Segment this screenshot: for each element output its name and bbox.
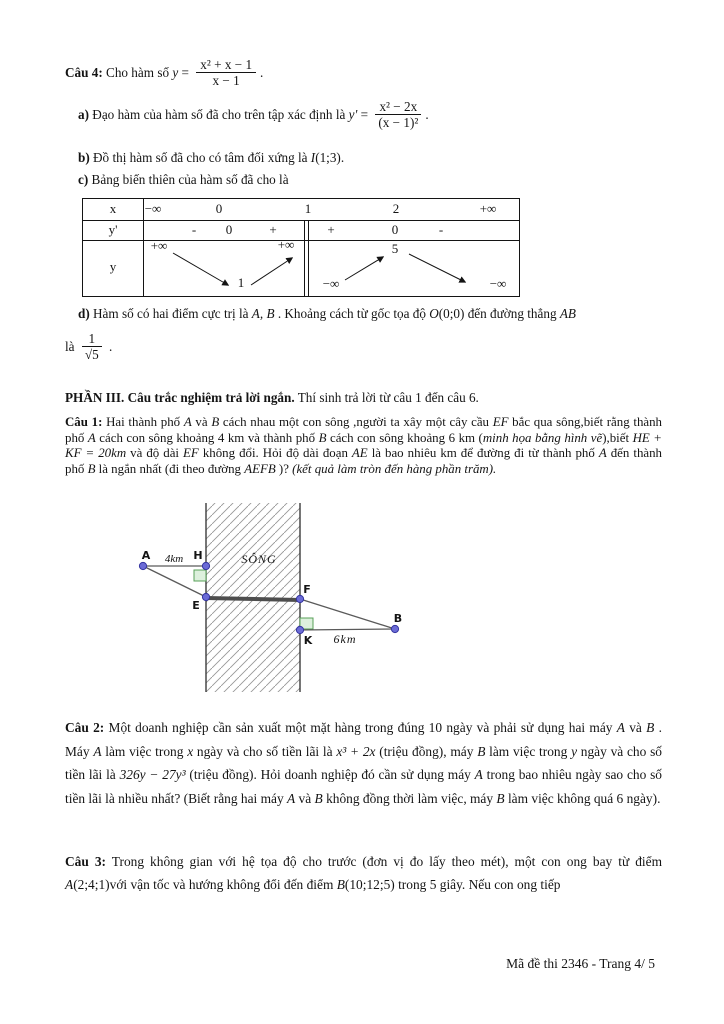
point-k-dot [296,626,303,633]
text-segment: y [172,64,179,80]
decreasing-arrow [173,253,228,285]
text-segment: . Khoảng cách từ gốc tọa độ [274,306,430,321]
text-segment: (triệu đồng). Hỏi doanh nghiệp đó cần sử dụng máy [185,767,475,782]
distance-ah-label: 4km [164,553,184,565]
right-angle-marker-h [194,570,206,581]
cau4-heading [65,57,263,88]
sentence-period: . [260,64,264,80]
bbt-x-value: 2 [392,201,400,216]
text-segment: 326y − 27y³ [119,767,186,782]
text-segment: Thí sinh trả lời từ câu 1 đến câu 6. [294,390,479,405]
text-segment: Đồ thị hàm số đã cho có tâm đối xứng là [89,150,311,165]
text-segment: B [211,415,220,429]
text-segment: làm việc không quá 6 ngày). [504,790,661,806]
item-d-text [78,306,576,321]
radical-sign: √ [84,347,93,363]
fraction-denominator [82,347,102,362]
cau4-item-b [78,150,344,166]
point-b-label: B [393,612,403,625]
text-segment: Câu 1: [65,415,103,429]
text-segment: (0;0) đến đường thẳng [438,306,560,321]
text-segment: Hai thành phố [102,415,184,429]
text-segment: Bảng biến thiên của hàm số đã cho là [88,172,289,187]
derivative-fraction [375,99,421,130]
decreasing-arrow [409,254,465,282]
point-b-dot [391,625,398,632]
cau4-heading-text [65,65,192,81]
text-segment: a) [78,106,89,122]
text-segment: Câu 3: [65,854,106,869]
text-segment: PHẦN III. Câu trắc nghiệm trả lời ngắn. [65,390,295,405]
bbt-row-label-y: y [109,259,117,274]
text-segment: là ngắn nhất (đi theo đường [95,462,245,477]
text-segment: (2;4;1)với vận tốc và hướng không đổi đến điểm [73,876,337,892]
text-segment: O [429,306,439,321]
item-b-text [78,150,344,165]
text-segment: (kết quả làm tròn đến hàng phần trăm). [292,462,497,477]
bbt-row-label-yprime: y' [108,222,118,237]
bbt-sign: 0 [391,222,399,237]
item-c-text [78,172,289,187]
bbt-limit: −∞ [489,276,507,291]
text-segment: Một doanh nghiệp cần sản xuất một mặt hàng trong đúng 10 ngày và phải sử dụng hai máy [104,720,617,735]
text-segment: )? [275,462,293,477]
sentence-period: . [425,106,429,122]
text-segment: ),biết [602,430,633,445]
bbt-x-value: 0 [215,201,223,216]
text-segment: A [287,790,296,806]
text-segment: Đạo hàm của hàm số đã cho trên tập xác định là [89,106,349,122]
text-segment: không đồng thời làm việc, máy [322,790,497,806]
bbt-sign: 0 [225,222,233,237]
text-segment: A [474,767,483,782]
point-k-label: K [303,634,313,647]
text-segment: Hàm số có hai điểm cực trị là [89,306,252,321]
text-segment: B [314,790,323,806]
bbt-limit: +∞ [150,238,168,253]
increasing-arrow [251,258,292,285]
text-segment: = [357,106,372,122]
cau4-item-d [78,306,660,322]
text-segment: I [310,150,316,165]
bbt-limit: +∞ [277,237,295,252]
bridge-ef [206,598,300,600]
text-segment: cách con sông khoảng 4 km và thành phố [95,430,319,445]
cau3-paragraph [65,851,662,896]
cau4-item-d-answer [65,331,112,362]
text-segment: B [336,876,345,892]
point-h-dot [202,562,209,569]
text-segment: AEFB [244,462,276,477]
fraction-numerator: x² + x − 1 [196,57,256,73]
text-segment: . Máy [65,720,662,759]
text-segment: x³ + 2x [336,743,376,759]
text-segment: và [295,790,315,806]
text-segment: A [616,720,625,735]
fraction-denominator: x − 1 [212,73,240,89]
cau3-text [65,854,662,892]
text-segment: EF [492,415,509,429]
text-segment: AB [559,306,576,321]
text-segment: không đổi. Hỏi độ dài đoạn [198,446,352,461]
cau4-item-a [78,99,429,130]
fraction-denominator: (x − 1)² [378,115,419,131]
text-segment: A [183,415,192,429]
table-divider [83,240,519,241]
double-bar [308,220,309,296]
text-segment: (triệu đồng), máy [375,743,478,759]
point-e-label: E [192,599,200,612]
text-segment: Câu 4: [65,64,103,80]
bbt-limit: −∞ [322,276,340,291]
bbt-sign: + [327,222,335,237]
cau4-item-c [78,172,289,188]
item-d-lead: là [65,338,78,354]
bbt-minimum: 1 [237,275,245,290]
text-segment: B [496,790,505,806]
increasing-arrow [345,257,383,280]
point-f-dot [296,595,303,602]
text-segment: là bao nhiêu km để đường đi từ thành phố [367,446,599,461]
phan3-heading [65,390,662,406]
text-segment: Cho hàm số [102,64,173,80]
text-segment: B [646,720,655,735]
bbt-x-value: 1 [304,201,312,216]
text-segment: = [178,64,193,80]
river-figure [95,497,425,709]
bbt-sign: - [191,222,197,237]
text-segment: cách nhau một con sông ,người ta xây một cây cầu [219,415,493,429]
sentence-period: . [105,338,113,354]
text-segment: cách con sông khoảng 6 km ( [326,430,483,445]
bbt-maximum: 5 [391,241,399,256]
text-segment: ngày và cho số tiền lãi là [193,743,337,759]
page-footer: Mã đề thi 2346 - Trang 4/ 5 [506,956,655,971]
segment-kb [300,629,395,630]
phan3-heading-text [65,390,479,405]
text-segment: (10;12;5) trong 5 giây. Nếu con ong tiếp [344,876,561,892]
text-segment: làm việc trong [101,743,188,759]
cau1-paragraph [65,415,662,478]
text-segment: x [187,743,194,759]
text-segment: A [598,446,607,461]
point-a-label: A [141,549,151,562]
text-segment: A [65,876,74,892]
text-segment: b) [78,150,90,165]
cau1-text [65,415,662,476]
text-segment: đến thành phố [65,446,662,477]
text-segment: và độ dài [126,446,184,461]
text-segment: Câu 2: [65,720,105,735]
table-divider [83,220,519,221]
fraction-numerator: x² − 2x [375,99,421,115]
text-segment: và [624,720,647,735]
text-segment: y [571,743,578,759]
bbt-x-value: +∞ [479,201,497,216]
cau4-function-fraction [196,57,256,88]
double-bar [304,220,305,296]
text-segment: bắc qua sông,biết rằng thành phố [65,415,662,445]
text-segment: A [87,430,96,445]
text-segment: làm việc trong [485,743,572,759]
text-segment: và [191,415,212,429]
text-segment: AE [351,446,368,461]
text-segment: Trong không gian với hệ tọa độ cho trước (đơn vị đo lấy theo mét), một con ong bay từ điểm [106,854,662,869]
text-segment: B [87,462,96,477]
point-h-label: H [193,549,203,562]
bbt-sign: - [438,222,444,237]
text-segment: B [318,430,327,445]
text-segment: A [93,743,102,759]
bbt-sign: + [269,222,277,237]
fraction-numerator: 1 [82,331,102,347]
text-segment: c) [78,172,89,187]
distance-kb-label: 6km [333,632,357,646]
text-segment: y' [348,106,358,122]
text-segment: HE + KF = 20km [65,430,663,461]
bbt-x-value: −∞ [144,201,162,216]
text-segment: d) [78,306,90,321]
river-label: SÔNG [241,552,277,566]
text-segment: trong bao nhiêu ngày sao cho số tiền lãi là nhiều nhất? (Biết rằng hai máy [65,767,662,806]
cau2-text [65,720,662,806]
point-f-label: F [303,583,311,596]
cau2-paragraph [65,716,662,810]
text-segment: B [477,743,486,759]
point-a-dot [139,562,146,569]
segment-fb [300,599,395,629]
radicand: 5 [92,347,99,363]
text-segment: minh họa bằng hình vẽ [482,430,603,445]
text-segment: EF [183,446,199,461]
bbt-row-label-x: x [109,201,117,216]
text-segment: A, B [251,306,275,321]
text-segment: (1;3). [315,150,345,165]
variation-table [82,198,520,297]
item-a-text [78,107,371,123]
point-e-dot [202,593,209,600]
text-segment: ngày và cho số tiền lãi là [65,743,662,782]
distance-fraction [82,331,102,362]
